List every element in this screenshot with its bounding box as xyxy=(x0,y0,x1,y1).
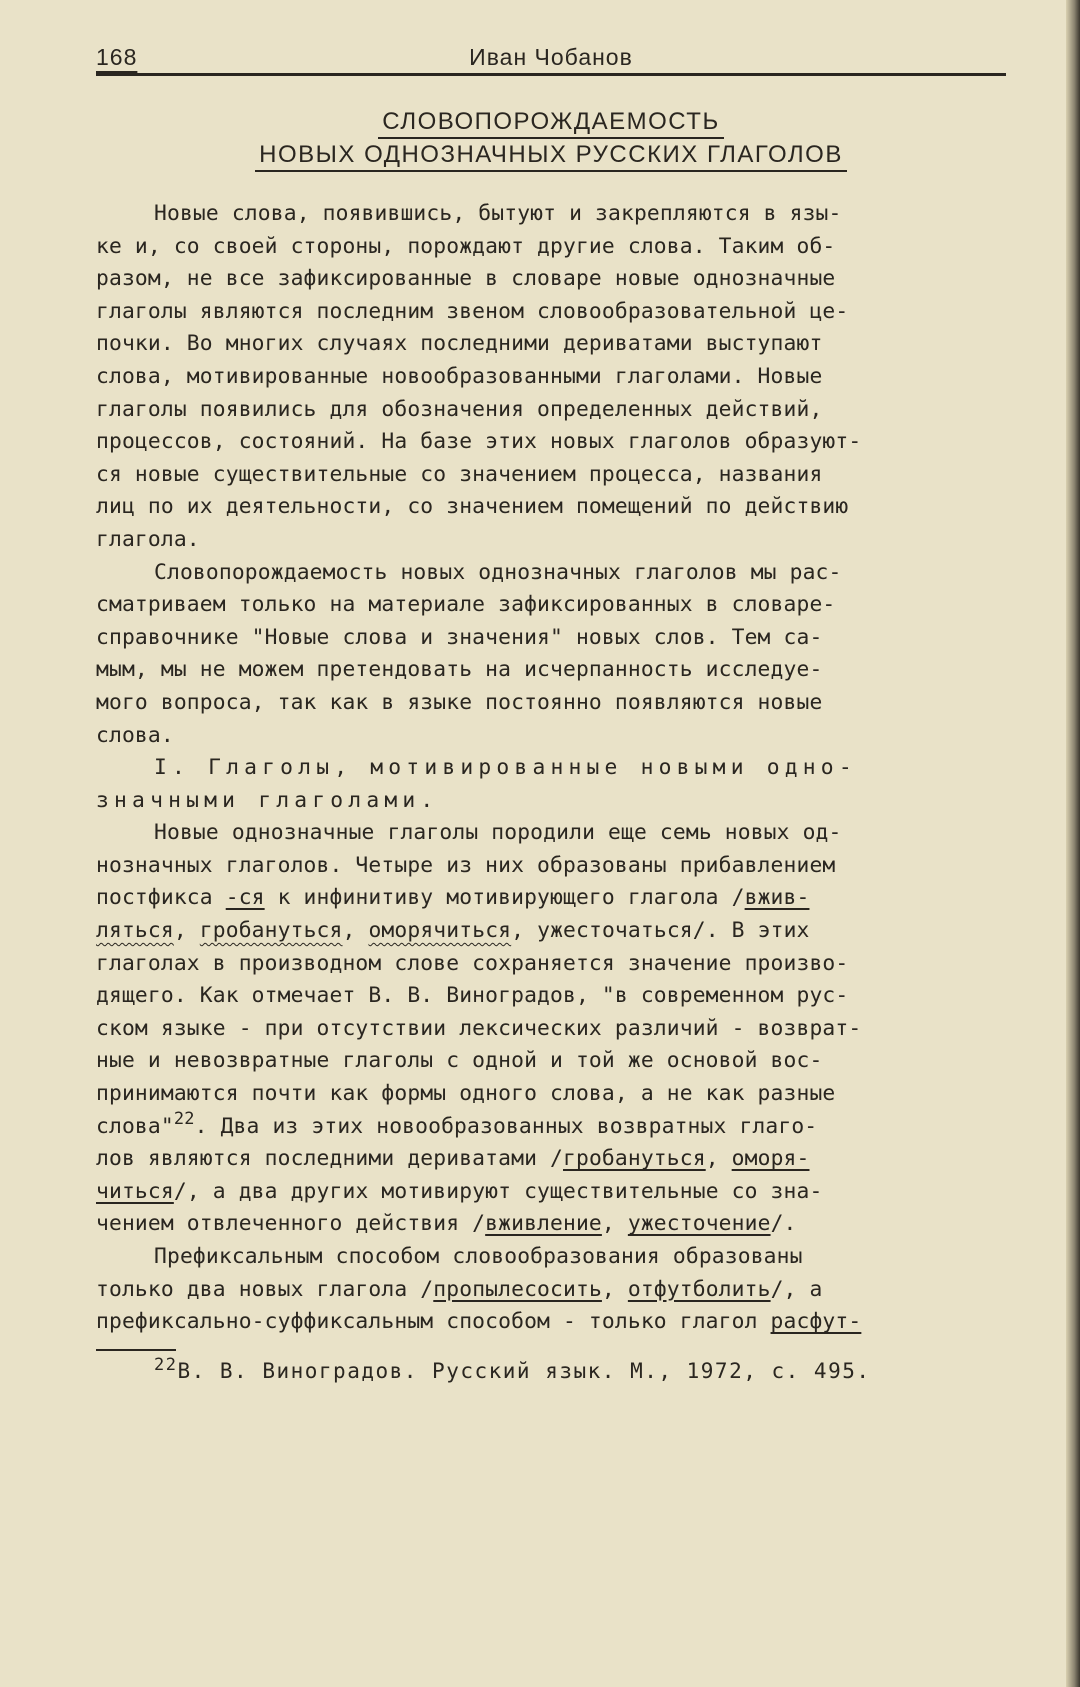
underlined-term: вжив- xyxy=(744,885,810,911)
underlined-term: читься xyxy=(96,1178,174,1204)
para3-line: Новые однозначные глаголы породили еще семь новых од- xyxy=(154,820,842,846)
para4-line xyxy=(96,1306,1006,1339)
title-line-1: СЛОВОПОРОЖДАЕМОСТЬ xyxy=(378,108,723,139)
para1-line: разом, не все зафиксированные в словаре новые однозначные xyxy=(96,266,836,292)
para2-line: справочнике "Новые слова и значения" новых слов. Тем са- xyxy=(96,624,823,650)
para3-line xyxy=(96,1208,1006,1241)
para3-line xyxy=(96,882,1006,915)
text-run: , xyxy=(173,918,200,944)
text-run: /, а xyxy=(770,1276,823,1302)
section-heading-line: значными глаголами. xyxy=(96,787,439,813)
para1-line: слова, мотивированные новообразованными глаголами. Новые xyxy=(96,363,823,389)
text-run: чением отвлеченного действия / xyxy=(96,1211,486,1237)
para1-line: глагола. xyxy=(96,526,200,552)
para1-line: ся новые существительные со значением процесса, названия xyxy=(96,461,823,487)
running-head-author: Иван Чобанов xyxy=(469,44,633,70)
title-line-2: НОВЫХ ОДНОЗНАЧНЫХ РУССКИХ ГЛАГОЛОВ xyxy=(255,141,847,172)
header-rule xyxy=(96,73,1006,76)
para1-line: глаголы являются последним звеном словообразовательной це- xyxy=(96,298,849,324)
para4-line xyxy=(96,1274,1006,1307)
text-run: , xyxy=(601,1276,628,1302)
article-title xyxy=(96,108,1006,172)
para2-line: Словопорождаемость новых однозначных глаголов мы рас- xyxy=(154,559,842,585)
footnote-reference[interactable]: 22 xyxy=(173,1108,195,1129)
text-run: к инфинитиву мотивирующего глагола / xyxy=(264,885,745,911)
para1-line: почки. Во многих случаях последними дериватами выступают xyxy=(96,331,823,357)
para3-line: нозначных глаголов. Четыре из них образованы прибавлением xyxy=(96,852,836,878)
para1-line: лиц по их деятельности, со значением помещений по действию xyxy=(96,494,849,520)
para2-line: мого вопроса, так как в языке постоянно появляются новые xyxy=(96,689,823,715)
page-number: 168 xyxy=(96,44,138,70)
text-run: /, а два других мотивируют существительные со зна- xyxy=(173,1178,823,1204)
para3-line: дящего. Как отмечает В. В. Виноградов, "в современном рус- xyxy=(96,983,849,1009)
page-edge xyxy=(1066,0,1080,1687)
para3-line: глаголах в производном слове сохраняется значение произво- xyxy=(96,950,849,976)
footnote-text: В. В. Виноградов. Русский язык. М., 1972, с. 495. xyxy=(177,1358,871,1383)
book-page xyxy=(96,40,1006,1383)
para1-line: глаголы появились для обозначения определенных действий, xyxy=(96,396,823,422)
text-run: /. xyxy=(770,1211,797,1237)
underlined-term: гробануться xyxy=(563,1146,706,1172)
underlined-term: оморя- xyxy=(731,1146,810,1172)
text-run: префиксально-суффиксальным способом - только глагол xyxy=(96,1309,771,1335)
para3-line: ском языке - при отсутствии лексических различий - возврат- xyxy=(96,1015,862,1041)
text-run: . Два из этих новообразованных возвратных глаго- xyxy=(194,1113,818,1139)
body-text xyxy=(96,198,1006,1339)
para3-line xyxy=(96,915,1006,948)
text-run: лов являются последними дериватами / xyxy=(96,1146,563,1172)
para1-line: ке и, со своей стороны, порождают другие слова. Таким об- xyxy=(96,233,836,259)
para2-line: сматриваем только на материале зафиксированных в словаре- xyxy=(96,592,836,618)
para3-line: ные и невозвратные глаголы с одной и той же основой вос- xyxy=(96,1048,823,1074)
para3-line: принимаются почти как формы одного слова, а не как разные xyxy=(96,1081,836,1107)
text-run: только два новых глагола / xyxy=(96,1276,434,1302)
underlined-term: -ся xyxy=(225,885,265,911)
text-run: , xyxy=(342,918,369,944)
para3-line xyxy=(96,1176,1006,1209)
text-run: , ужесточаться/. В этих xyxy=(511,918,810,944)
para1-line: процессов, состояний. На базе этих новых глаголов образуют- xyxy=(96,429,862,455)
wavy-underlined-term: гробануться xyxy=(199,918,343,944)
wavy-underlined-term: ляться xyxy=(96,918,174,944)
para3-line xyxy=(96,1143,1006,1176)
footnote xyxy=(96,1354,1006,1383)
para4-line: Префиксальным способом словообразования образованы xyxy=(154,1244,803,1269)
running-head xyxy=(96,40,1006,74)
para3-line xyxy=(96,1108,1006,1144)
underlined-term: отфутболить xyxy=(627,1276,771,1302)
section-heading-line: I. Глаголы, мотивированные новыми одно- xyxy=(154,755,857,781)
wavy-underlined-term: оморячиться xyxy=(368,918,512,944)
footnote-separator xyxy=(96,1349,176,1351)
underlined-term: ужесточение xyxy=(627,1211,771,1237)
text-run: , xyxy=(601,1211,628,1237)
text-run: , xyxy=(705,1146,732,1172)
para1-line: Новые слова, появившись, бытуют и закрепляются в язы- xyxy=(154,201,842,226)
para2-line: слова. xyxy=(96,722,174,748)
para2-line: мым, мы не можем претендовать на исчерпанность исследуе- xyxy=(96,657,823,683)
text-run: слова" xyxy=(96,1113,174,1139)
underlined-term: расфут- xyxy=(770,1309,862,1335)
footnote-mark: 22 xyxy=(154,1354,178,1375)
text-run: постфикса xyxy=(96,885,226,911)
underlined-term: пропылесосить xyxy=(433,1276,602,1302)
underlined-term: вживление xyxy=(485,1211,602,1237)
